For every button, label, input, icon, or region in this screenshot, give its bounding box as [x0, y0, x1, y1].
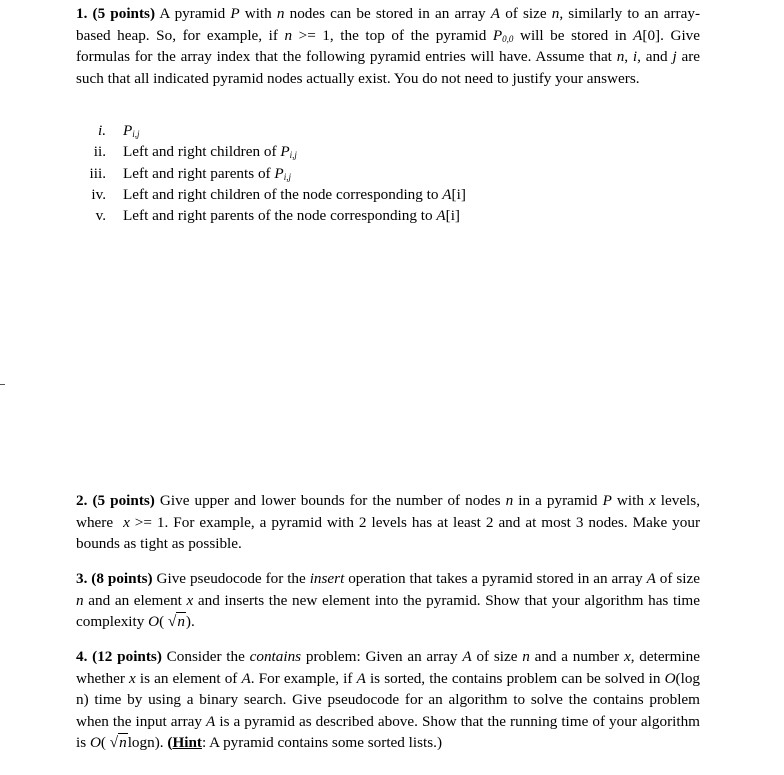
q1-var: i — [632, 48, 638, 66]
q1-var: j — [672, 48, 677, 66]
q4-text: is sorted, the contains problem can be solved in — [365, 669, 665, 687]
radicand: n — [119, 734, 127, 752]
margin-tick-mark — [0, 384, 5, 385]
q1-text: are such that all indicated pyramid nodes actually exist. You do not need to justify your answers. — [76, 48, 701, 87]
list-item — [76, 120, 696, 141]
q1-var: n — [276, 5, 285, 22]
q4-text: ). — [154, 734, 168, 752]
question-2 — [76, 490, 704, 555]
big-o-symbol: O — [664, 669, 676, 687]
q3-var: x — [186, 591, 194, 609]
q3-text: ( — [159, 613, 168, 631]
hint-label: Hint — [172, 734, 202, 752]
q4-text: , determine whether — [76, 648, 700, 687]
q4-text: of size — [471, 648, 523, 665]
q4-text: Consider the — [161, 648, 250, 665]
question-2-number: 2. (5 points) — [76, 492, 155, 509]
question-4 — [76, 646, 700, 754]
list-item-prefix: Left and right children of — [123, 143, 281, 161]
subquestion-list — [76, 120, 696, 226]
q4-text: is a pyramid as described above. Show that the running time of your algorithm is — [76, 712, 700, 752]
list-item-text — [123, 163, 291, 184]
question-4-number: 4. (12 points) — [76, 648, 162, 665]
q4-text: ( — [100, 734, 110, 752]
list-numeral: i. — [97, 122, 106, 139]
q1-text: of size — [500, 5, 552, 22]
q3-var: n — [76, 591, 84, 609]
list-item — [76, 163, 696, 184]
q1-var: n — [616, 48, 625, 66]
q4-text: and a number — [529, 648, 624, 665]
q3-text: and inserts the new element into the pyramid. Show that your algorithm has time complexity — [76, 591, 700, 631]
list-item-var: A — [442, 185, 452, 203]
list-item-text — [123, 205, 460, 226]
q2-text: with — [611, 492, 649, 509]
radicand: n — [177, 613, 185, 631]
q1-text: [0]. Give formulas for the array index that the following pyramid entries will have. Assume that — [76, 26, 700, 66]
radical-sign: √ — [167, 613, 177, 631]
list-item — [76, 184, 696, 205]
question-1 — [76, 3, 700, 89]
list-item-prefix: Left and right parents of the node corresponding to — [123, 207, 437, 225]
q3-text: operation that takes a pyramid stored in an array — [344, 570, 647, 587]
q1-text: A pyramid — [155, 5, 231, 22]
square-root-expression — [110, 732, 128, 754]
q3-text: of size — [655, 570, 700, 587]
list-item-var: P — [274, 164, 284, 182]
q4-text: . For example, if — [250, 669, 357, 687]
hint-text: : A pyramid contains some sorted lists.) — [201, 734, 443, 752]
q3-var: insert — [309, 570, 345, 587]
q1-var: P — [492, 26, 503, 44]
list-item-prefix: Left and right parents of — [123, 164, 275, 182]
question-3-number: 3. (8 points) — [76, 570, 153, 587]
q1-var: A — [490, 5, 501, 22]
list-item-suffix: [i] — [451, 185, 466, 203]
q3-var: A — [646, 570, 656, 587]
q4-var: n — [522, 648, 530, 665]
hint-paren: ( — [167, 734, 173, 752]
list-item-var: A — [436, 207, 446, 225]
q2-text: in a pyramid — [513, 492, 603, 509]
q2-var: x — [123, 513, 130, 531]
q1-text: >= 1, the top of the pyramid — [292, 26, 493, 44]
radical-sign: √ — [109, 734, 119, 752]
q2-text: Give upper and lower bounds for the number of nodes — [154, 492, 506, 509]
q2-var: x — [648, 492, 656, 509]
q1-var: n — [551, 5, 560, 22]
q4-var: A — [241, 669, 251, 687]
q1-var: P — [230, 5, 240, 22]
list-item-subscript: i,j — [283, 171, 291, 182]
q2-text: >= 1. For example, a pyramid with 2 levels has at least 2 and at most 3 nodes. Make your bounds as tight as possible. — [76, 513, 701, 553]
list-item — [76, 141, 696, 162]
q4-text: (log n) time by using a binary search. Give pseudocode for an algorithm to solve the contains problem when the input array — [76, 669, 701, 730]
list-item-text — [123, 141, 297, 162]
list-numeral: iv. — [91, 185, 106, 203]
q3-text: and an element — [83, 591, 187, 609]
q1-subscript: 0,0 — [502, 33, 514, 44]
q4-text: logn — [127, 734, 155, 752]
q4-text: is an element of — [135, 669, 242, 687]
q1-text: , and — [637, 48, 673, 66]
q4-text: problem: Given an array — [301, 648, 463, 665]
q1-text: will be stored in — [513, 26, 634, 44]
q2-text: levels, where — [76, 492, 704, 531]
q1-text: with — [239, 5, 277, 22]
list-item-suffix: [i] — [445, 207, 460, 225]
question-3 — [76, 568, 700, 633]
q4-var: x — [623, 648, 631, 665]
big-o-symbol: O — [89, 734, 101, 752]
list-item-prefix: Left and right children of the node corresponding to — [123, 185, 443, 203]
list-item-var: P — [280, 143, 290, 161]
q4-var: x — [129, 669, 136, 687]
list-numeral: ii. — [93, 143, 106, 161]
q4-var: A — [356, 669, 366, 687]
list-item-subscript: i,j — [132, 129, 140, 139]
q4-var: A — [462, 648, 472, 665]
q1-text: , similarly to an array-based heap. So, for example, if — [76, 5, 701, 44]
list-item-text — [123, 120, 140, 141]
q1-var: A — [633, 26, 643, 44]
q3-text: ). — [185, 613, 195, 631]
q2-var: n — [505, 492, 514, 509]
q4-var: contains — [249, 648, 302, 665]
list-numeral: iii. — [89, 164, 106, 182]
q1-text: nodes can be stored in an array — [284, 5, 491, 22]
list-item-text — [123, 184, 466, 205]
big-o-symbol: O — [148, 613, 160, 631]
square-root-expression — [168, 611, 186, 633]
q2-var: P — [602, 492, 612, 509]
q3-text: Give pseudocode for the — [152, 570, 310, 587]
q1-text: , — [624, 48, 633, 66]
q1-var: n — [284, 26, 293, 44]
list-item — [76, 205, 696, 226]
list-item-subscript: i,j — [289, 150, 297, 161]
list-numeral: v. — [95, 207, 106, 225]
question-1-number: 1. (5 points) — [76, 5, 156, 22]
list-item-var: P — [123, 122, 133, 139]
q4-var: A — [206, 712, 216, 730]
